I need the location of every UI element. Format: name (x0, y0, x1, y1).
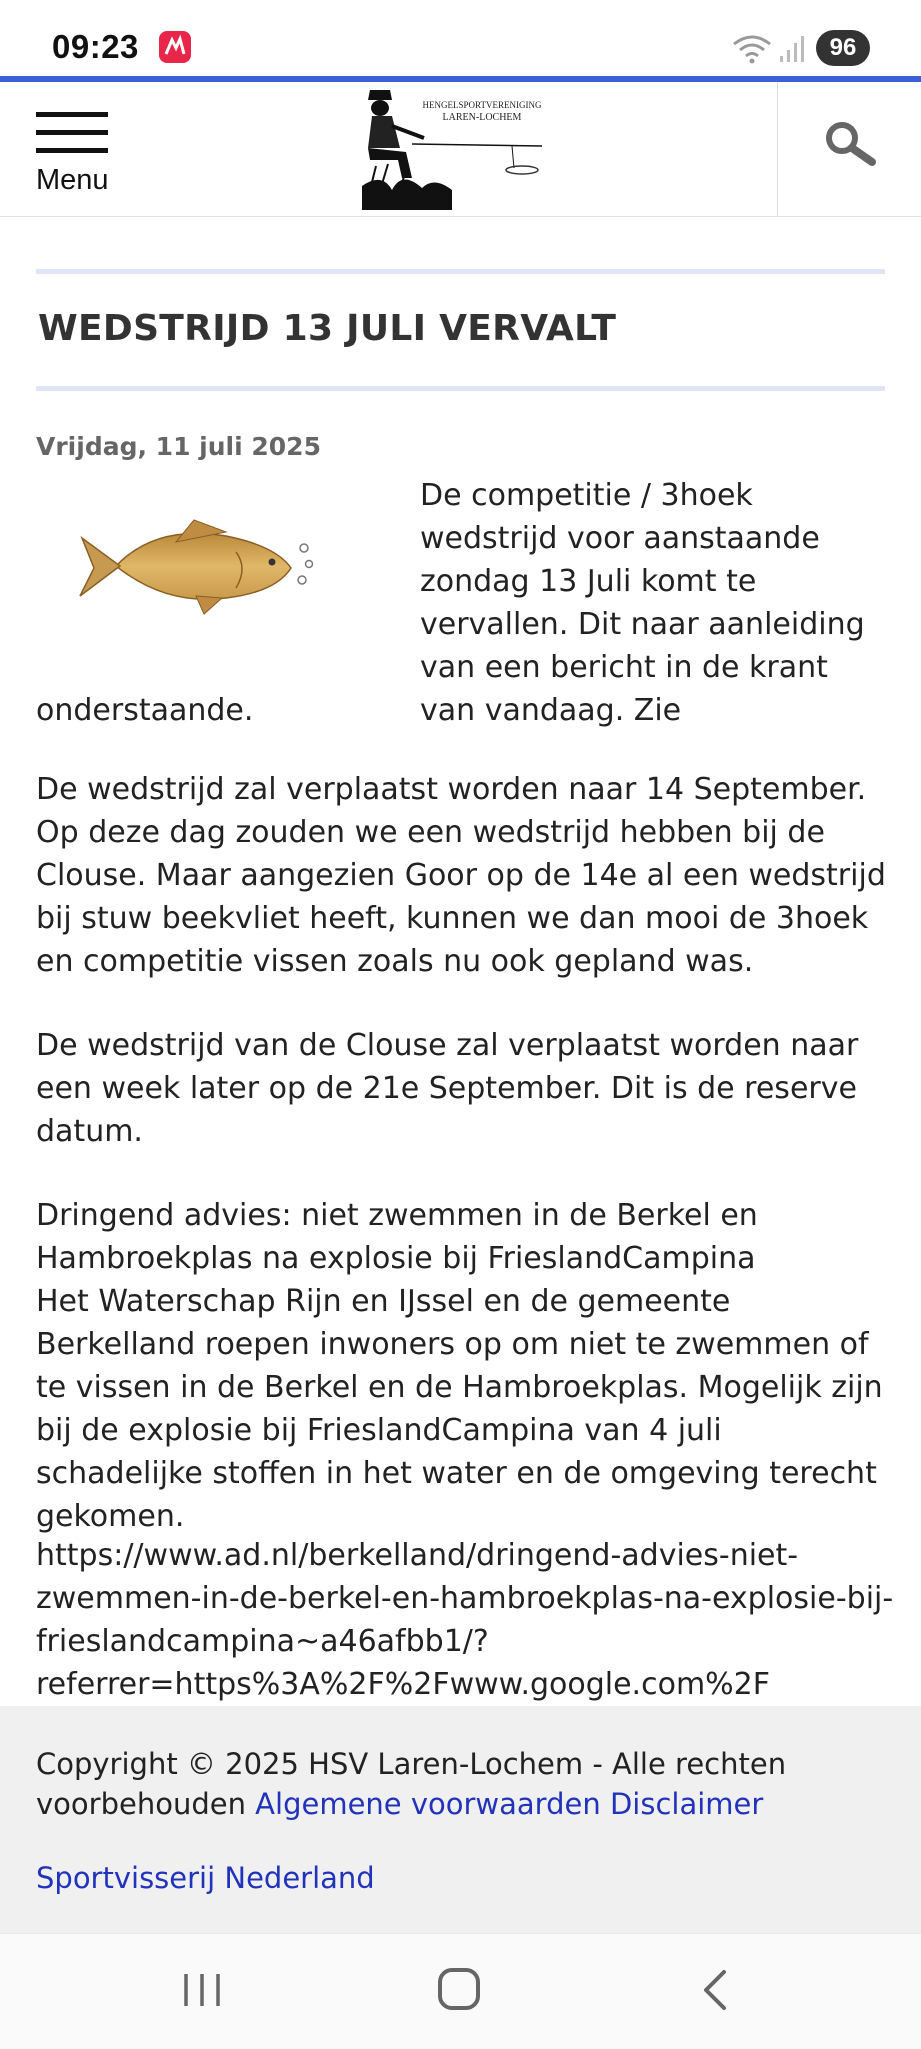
article-paragraph: Het Waterschap Rijn en IJssel en de gemeente Berkelland roepen inwoners op om niet te zwemmen of te vissen in de Berkel en de Hambroekplas. Mogelijk zijn bij de explosie bij FrieslandCampina van 4 juli schadelijke stoffen in het water en de omgeving terecht gekomen. (36, 1284, 883, 1534)
url-line: frieslandcampina~a46afbb1/? (36, 1624, 489, 1659)
terms-link[interactable]: Algemene voorwaarden (255, 1787, 601, 1821)
article-source-url (36, 1534, 896, 1706)
hamburger-menu-icon (36, 112, 108, 117)
site-footer (0, 1706, 921, 1933)
hamburger-bar (36, 130, 108, 135)
status-bar (0, 0, 921, 76)
title-rule-top (36, 269, 885, 274)
search-icon[interactable] (822, 118, 878, 174)
site-header (0, 82, 921, 217)
fish-image (76, 506, 316, 626)
article-intro: De competitie / 3hoek wedstrijd voor aanstaande zondag 13 Juli komt te vervallen. Dit naar aanleiding van een bericht in de krant van vandaag. Zie (420, 478, 865, 728)
url-line: https://www.ad.nl/berkelland/dringend-advies-niet- (36, 1538, 799, 1573)
signal-icon (778, 34, 806, 64)
svg-text:HENGELSPORTVERENIGING: HENGELSPORTVERENIGING (422, 100, 542, 110)
home-icon[interactable] (438, 1968, 480, 2010)
back-icon[interactable] (700, 1968, 730, 2012)
menu-label: Menu (36, 164, 109, 196)
sportvisserij-link[interactable]: Sportvisserij Nederland (36, 1861, 375, 1895)
article-date: Vrijdag, 11 juli 2025 (36, 432, 321, 461)
article-paragraph: De wedstrijd zal verplaatst worden naar 14 September. Op deze dag zouden we een wedstrijd hebben bij de Clouse. Maar aangezien Goor op de 14e al een wedstrijd bij stuw beekvliet heeft, kunnen we dan mooi de 3hoek en competitie vissen zoals nu ook gepland was. (36, 772, 886, 979)
menu-button[interactable] (34, 106, 144, 202)
wifi-icon (732, 32, 772, 64)
page-title: WEDSTRIJD 13 JULI VERVALT (38, 308, 617, 349)
copyright-notice (36, 1744, 896, 1824)
battery-icon: 96 (816, 30, 870, 66)
svg-text:LAREN-LOCHEM: LAREN-LOCHEM (442, 112, 522, 123)
system-nav-bar (0, 1933, 921, 2049)
club-logo[interactable] (362, 86, 552, 210)
copyright-text: Copyright © 2025 HSV Laren-Lochem - Alle rechten voorbehouden (36, 1747, 787, 1821)
article-paragraph-heading: Dringend advies: niet zwemmen in de Berkel en Hambroekplas na explosie bij FrieslandCampina (36, 1198, 758, 1276)
app-notification-icon (158, 30, 192, 64)
header-divider (777, 82, 778, 216)
recent-apps-icon[interactable] (180, 1970, 224, 2010)
title-rule-bottom (36, 386, 885, 391)
hamburger-bar (36, 148, 108, 153)
url-line: referrer=https%3A%2F%2Fwww.google.com%2F (36, 1667, 771, 1702)
article-paragraph: De wedstrijd van de Clouse zal verplaatst worden naar een week later op de 21e September. Dit is de reserve datum. (36, 1028, 859, 1149)
status-time: 09:23 (52, 28, 139, 65)
article-intro-tail: onderstaande. (36, 693, 254, 728)
disclaimer-link[interactable]: Disclaimer (609, 1787, 764, 1821)
url-line: zwemmen-in-de-berkel-en-hambroekplas-na-explosie-bij- (36, 1581, 894, 1616)
